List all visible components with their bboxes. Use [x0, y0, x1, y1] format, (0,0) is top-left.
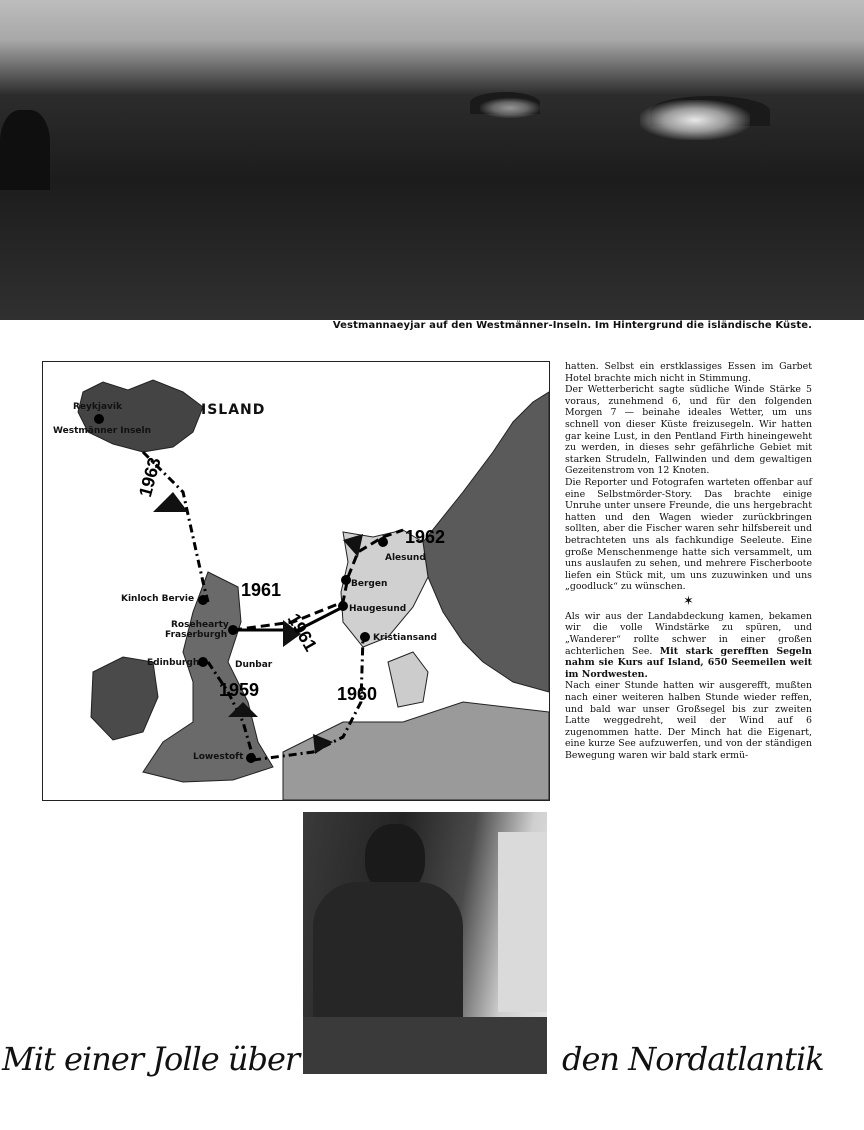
ireland-landmass: [91, 657, 158, 740]
label-fraserburgh: Fraserburgh: [165, 630, 228, 640]
label-westmanner: Westmänner Inseln: [53, 426, 152, 436]
label-lowestoft: Lowestoft: [193, 752, 244, 762]
photo-boat-edge: [303, 1017, 547, 1074]
label-kinloch: Kinloch Bervie: [121, 594, 195, 604]
label-edinburgh: Edinburgh: [147, 658, 200, 668]
article-paragraph: [565, 611, 812, 681]
section-separator-icon: ✶: [683, 593, 694, 609]
map-region-label: ISLAND: [201, 402, 266, 418]
label-kristiansand: Kristiansand: [373, 633, 438, 643]
label-bergen: Bergen: [351, 579, 388, 589]
denmark-landmass: [388, 652, 428, 707]
article-paragraph: hatten. Selbst ein erstklassiges Essen im Garbet Hotel brachte mich nicht in Stimmung.: [565, 361, 812, 384]
label-alesund: Alesund: [385, 553, 426, 563]
dot-kristiansand: [360, 632, 370, 642]
dot-bergen: [341, 575, 351, 585]
top-photo: [0, 0, 864, 320]
year-1960: 1960: [337, 684, 378, 704]
sailor-photo: [303, 812, 547, 1074]
photo-caption: Vestmannaeyjar auf den Westmänner-Inseln. Im Hintergrund die isländische Küste.: [332, 320, 812, 331]
dot-reykjavik: [94, 414, 104, 424]
dot-kinloch: [198, 595, 208, 605]
photo-glow: [640, 100, 750, 140]
article-paragraph: Der Wetterbericht sagte südliche Winde Stärke 5 voraus, zunehmend 6, und für den folgenden Morgen 7 — beinahe ideales Wetter, um uns schnell von dieser Küste freizusegeln. Wir hatten gar keine Lust, in den Pentland Firth hineingeweht zu werden, in dieses sehr gefährliche Gebiet mit starken Strudeln, Fallwinden und dem gewaltigen Gezeitenstrom von 12 Knoten.: [565, 384, 812, 477]
photo-figure: [0, 110, 50, 190]
year-1961-b: 1961: [283, 610, 322, 655]
year-1959: 1959: [219, 680, 260, 700]
label-dunbar: Dunbar: [235, 660, 273, 670]
label-haugesund: Haugesund: [349, 604, 407, 614]
dot-haugesund: [338, 601, 348, 611]
continent-landmass: [283, 702, 549, 800]
dot-edinburgh: [198, 657, 208, 667]
year-1961-a: 1961: [241, 580, 282, 600]
year-1962: 1962: [405, 527, 446, 547]
headline-left: Mit einer Jolle über: [2, 1040, 300, 1078]
photo-bright-area: [498, 832, 547, 1012]
article-text-normal: Als wir aus der Landabdeckung kamen, bekamen wir die volle Windstärke zu spüren, und „Wanderer“ rollte schwer in einer großen achterlichen See.: [565, 610, 812, 657]
article-paragraph: Nach einer Stunde hatten wir ausgerefft, mußten nach einer weiteren halben Stunde wieder reffen, und bald war unser Großsegel bis zur zweiten Latte weggedreht, weil der Wind auf 6 zugenommen hatte. Der Minch hat die Eigenart, eine kurze See aufzuwerfen, und von der ständigen Bewegung waren wir bald stark ermü-: [565, 680, 812, 761]
label-reykjavik: Reykjavik: [73, 402, 122, 412]
dot-fraserburgh: [228, 625, 238, 635]
article-paragraph: Die Reporter und Fotografen warteten offenbar auf eine Selbstmörder-Story. Das brachte einige Unruhe unter unsere Freunde, die uns hergebracht hatten und den Wagen wieder zurückbringen sollten, aber die Fischer waren sehr hilfsbereit und betrachteten uns als fachkundige Seeleute. Eine große Menschenmenge hatte sich versammelt, um uns auslaufen zu sehen, und mehrere Fischerboote liefen ein Stück mit, um uns zuzuwinken und uns „goodluck“ zu wünschen.: [565, 476, 812, 593]
dot-alesund: [378, 537, 388, 547]
route-map: [42, 361, 550, 801]
label-rosehearty: Rosehearty: [171, 620, 229, 630]
article-text-bold: Mit stark gerefften Segeln nahm sie Kurs auf Island, 650 Seemeilen weit im Nordwesten.: [565, 645, 812, 680]
article-text: [565, 361, 812, 762]
headline-right: den Nordatlantik: [562, 1040, 824, 1078]
year-1963: 1963: [135, 455, 165, 500]
photo-glow: [480, 98, 540, 118]
dot-lowestoft: [246, 753, 256, 763]
photo-person-body: [313, 882, 463, 1032]
